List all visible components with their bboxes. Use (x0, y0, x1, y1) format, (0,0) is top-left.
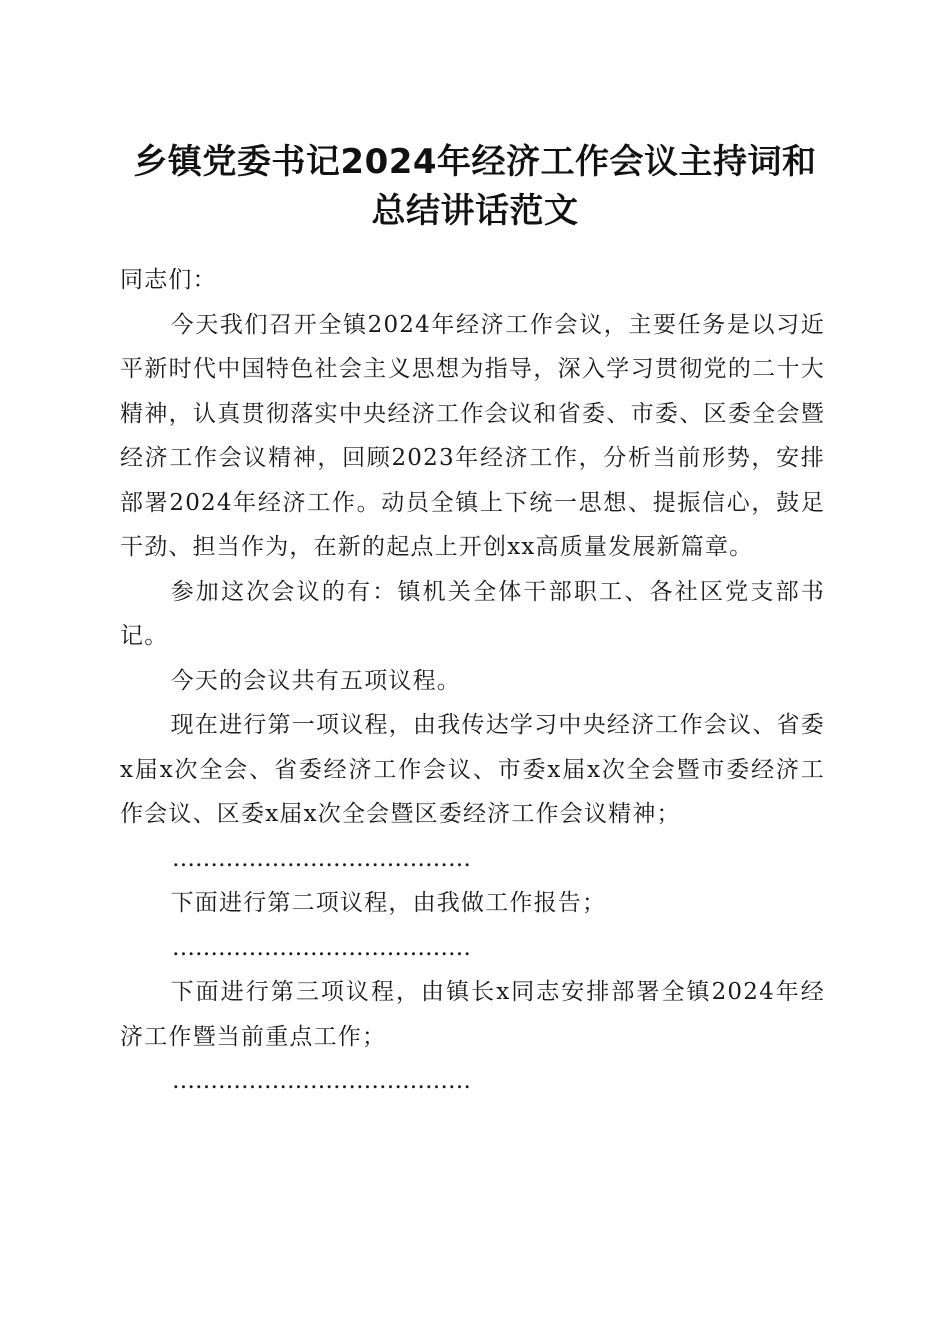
ellipsis-divider: ………………………………… (172, 845, 471, 872)
paragraph-agenda-item-3: 下面进行第三项议程，由镇长x同志安排部署全镇2024年经济工作暨当前重点工作； (120, 979, 825, 1050)
paragraph-attendees: 参加这次会议的有：镇机关全体干部职工、各社区党支部书记。 (120, 578, 825, 649)
title-line-1: 乡镇党委书记2024年经济工作会议主持词和 (133, 142, 817, 182)
ellipsis-divider: ………………………………… (172, 1068, 471, 1094)
salutation: 同志们： (120, 267, 217, 293)
ellipsis-divider: ………………………………… (172, 934, 471, 961)
paragraph-agenda-item-1: 现在进行第一项议程，由我传达学习中央经济工作会议、省委x届x次全会、省委经济工作会议、市委x届x次全会暨市委经济工作会议、区委x届x次全会暨区委经济工作会议精神； (120, 712, 825, 827)
paragraph-agenda-count: 今天的会议共有五项议程。 (170, 667, 461, 694)
paragraph-agenda-item-2: 下面进行第二项议程，由我做工作报告； (170, 890, 607, 916)
title-line-2: 总结讲话范文 (371, 191, 579, 231)
paragraph-opening: 今天我们召开全镇2024年经济工作会议，主要任务是以习近平新时代中国特色社会主义思想为指导，深入学习贯彻党的二十大精神，认真贯彻落实中央经济工作会议和省委、市委、区委全会暨经济工作会议精神，回顾2023年经济工作，分析当前形势，安排部署2024年经济工作。动员全镇上下统一思想、提振信心，鼓足干劲、担当作为，在新的起点上开创xx高质量发展新篇章。 (120, 311, 825, 560)
document-title (100, 138, 850, 236)
document-body (120, 258, 825, 1104)
